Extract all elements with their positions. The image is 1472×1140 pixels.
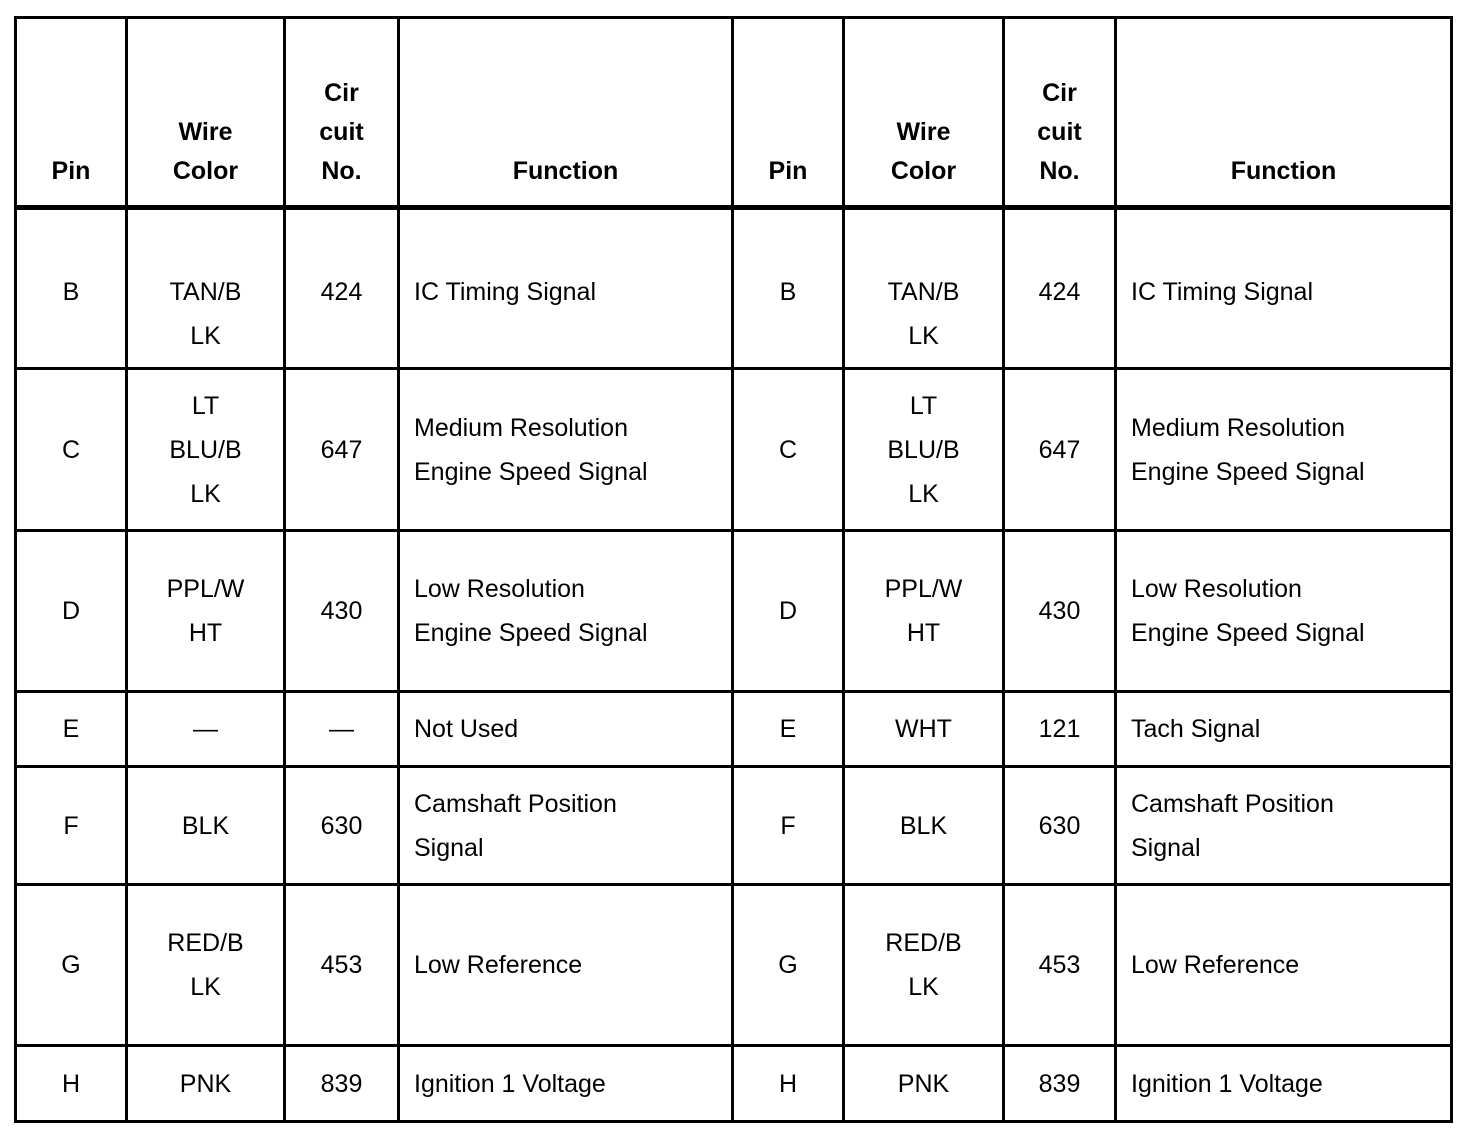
pin-value: E: [779, 715, 797, 743]
function-line: Engine Speed Signal: [414, 457, 648, 486]
pin-value: B: [779, 278, 797, 306]
wire-color-line: PPL/W: [884, 575, 963, 603]
pin-value: C: [61, 435, 81, 464]
header-row: [16, 18, 1452, 208]
wire-color-line: BLU/B: [169, 435, 242, 464]
table-body: [16, 208, 1452, 1122]
wire-color-cell: [127, 531, 285, 692]
wire-color-line: LK: [190, 973, 221, 1001]
circuit-no-cell: [1004, 767, 1116, 885]
pin-cell: [16, 692, 127, 767]
pin-value: G: [778, 951, 798, 979]
wire-color-line: LK: [908, 322, 939, 350]
circuit-no-cell: [1004, 369, 1116, 531]
pin-value: D: [778, 597, 798, 625]
function-cell: [1116, 885, 1452, 1046]
function-cell: [1116, 767, 1452, 885]
circuit-no-value: —: [329, 715, 354, 743]
header-pin-left: Pin: [16, 18, 127, 208]
circuit-no-value: 647: [320, 435, 363, 464]
circuit-no-cell: [285, 1046, 399, 1122]
header-function-right: Function: [1116, 18, 1452, 208]
function-cell: [1116, 531, 1452, 692]
function-line: Not Used: [414, 715, 519, 743]
circuit-no-cell: [285, 531, 399, 692]
wire-color-cell: [844, 369, 1004, 531]
header-wire-color-right: Wire Color: [844, 18, 1004, 208]
circuit-no-value: 430: [320, 597, 363, 625]
function-line: IC Timing Signal: [1131, 278, 1314, 306]
function-line: Medium Resolution: [414, 413, 628, 442]
function-line: Ignition 1 Voltage: [1131, 1069, 1323, 1098]
circuit-no-cell: [1004, 531, 1116, 692]
function-cell: [399, 369, 733, 531]
function-cell: [1116, 369, 1452, 531]
function-cell: [399, 531, 733, 692]
table-row: [16, 369, 1452, 531]
circuit-no-cell: [285, 692, 399, 767]
circuit-no-value: 424: [1038, 278, 1081, 306]
pin-cell: [16, 1046, 127, 1122]
wire-color-cell: [127, 692, 285, 767]
wire-color-line: RED/B: [167, 929, 244, 957]
function-line: Engine Speed Signal: [1131, 457, 1365, 486]
wire-color-cell: [127, 1046, 285, 1122]
wire-color-line: LK: [190, 322, 221, 350]
function-cell: [399, 885, 733, 1046]
table-row: [16, 531, 1452, 692]
function-line: Low Resolution: [1131, 575, 1302, 603]
wire-color-cell: [127, 885, 285, 1046]
circuit-no-value: 424: [320, 278, 363, 306]
circuit-no-value: 839: [1038, 1069, 1081, 1098]
pin-cell: [733, 692, 844, 767]
pin-value: F: [780, 811, 796, 840]
function-line: Engine Speed Signal: [1131, 619, 1365, 647]
wire-color-line: LK: [908, 479, 939, 508]
function-line: Engine Speed Signal: [414, 619, 648, 647]
pin-value: H: [778, 1069, 798, 1098]
table-row: [16, 1046, 1452, 1122]
circuit-no-cell: [285, 369, 399, 531]
function-cell: [399, 208, 733, 369]
circuit-no-value: 630: [1038, 811, 1081, 840]
table-row: [16, 692, 1452, 767]
wire-color-line: HT: [906, 619, 941, 647]
circuit-no-cell: [285, 208, 399, 369]
header-circuit-no-left: Cir cuit No.: [285, 18, 399, 208]
function-cell: [399, 1046, 733, 1122]
pin-cell: [16, 885, 127, 1046]
pin-value: B: [62, 278, 80, 306]
function-line: Low Resolution: [414, 575, 585, 603]
pin-cell: [733, 767, 844, 885]
pin-value: C: [778, 435, 798, 464]
header-wire-color-left: Wire Color: [127, 18, 285, 208]
circuit-no-cell: [1004, 692, 1116, 767]
wire-color-cell: [844, 1046, 1004, 1122]
header-pin-right: Pin: [733, 18, 844, 208]
function-line: Low Reference: [1131, 951, 1300, 979]
function-cell: [1116, 692, 1452, 767]
wire-color-line: PNK: [179, 1069, 232, 1098]
wire-color-cell: [844, 692, 1004, 767]
pin-value: D: [61, 597, 81, 625]
wire-color-line: —: [193, 715, 218, 743]
pin-cell: [16, 531, 127, 692]
circuit-no-cell: [1004, 208, 1116, 369]
wire-color-line: BLU/B: [887, 435, 960, 464]
connector-pinout-table: [14, 16, 1453, 1123]
pin-cell: [733, 1046, 844, 1122]
table-row: [16, 885, 1452, 1046]
pin-cell: [733, 208, 844, 369]
function-cell: [399, 692, 733, 767]
function-line: Low Reference: [414, 951, 583, 979]
circuit-no-value: 121: [1038, 715, 1081, 743]
wire-color-line: PPL/W: [166, 575, 245, 603]
wire-color-cell: [844, 885, 1004, 1046]
circuit-no-value: 839: [320, 1069, 363, 1098]
function-line: IC Timing Signal: [414, 278, 597, 306]
table-row: [16, 208, 1452, 369]
function-line: Camshaft Position: [1131, 789, 1334, 818]
wire-color-cell: [127, 369, 285, 531]
wire-color-cell: [844, 531, 1004, 692]
pin-value: F: [63, 811, 79, 840]
function-line: Medium Resolution: [1131, 413, 1345, 442]
circuit-no-value: 430: [1038, 597, 1081, 625]
wire-color-cell: [844, 208, 1004, 369]
pin-value: H: [61, 1069, 81, 1098]
function-line: Signal: [1131, 833, 1201, 862]
circuit-no-value: 647: [1038, 435, 1081, 464]
circuit-no-value: 630: [320, 811, 363, 840]
pin-cell: [16, 767, 127, 885]
wire-color-line: BLK: [899, 811, 948, 840]
wire-color-line: PNK: [897, 1069, 950, 1098]
pin-cell: [733, 531, 844, 692]
wire-color-line: BLK: [181, 811, 230, 840]
function-cell: [399, 767, 733, 885]
pin-value: E: [62, 715, 80, 743]
wire-color-line: TAN/B: [169, 278, 242, 306]
wire-color-line: LK: [908, 973, 939, 1001]
function-cell: [1116, 1046, 1452, 1122]
wire-color-line: HT: [188, 619, 223, 647]
header-circuit-no-right: Cir cuit No.: [1004, 18, 1116, 208]
wire-color-line: LT: [909, 391, 938, 420]
function-line: Tach Signal: [1131, 715, 1261, 743]
circuit-no-value: 453: [1038, 951, 1081, 979]
table-row: [16, 767, 1452, 885]
pin-value: G: [61, 951, 81, 979]
table-header: [16, 18, 1452, 208]
wire-color-line: LK: [190, 479, 221, 508]
pin-cell: [733, 885, 844, 1046]
wire-color-cell: [844, 767, 1004, 885]
pin-cell: [16, 208, 127, 369]
circuit-no-cell: [285, 767, 399, 885]
wire-color-cell: [127, 767, 285, 885]
wire-color-line: LT: [191, 391, 220, 420]
pin-cell: [733, 369, 844, 531]
wire-color-cell: [127, 208, 285, 369]
header-function-left: Function: [399, 18, 733, 208]
wire-color-line: WHT: [895, 715, 952, 743]
circuit-no-value: 453: [320, 951, 363, 979]
pin-cell: [16, 369, 127, 531]
circuit-no-cell: [1004, 1046, 1116, 1122]
circuit-no-cell: [285, 885, 399, 1046]
wire-color-line: RED/B: [885, 929, 962, 957]
function-line: Camshaft Position: [414, 789, 617, 818]
function-line: Signal: [414, 833, 484, 862]
wire-color-line: TAN/B: [887, 278, 960, 306]
function-line: Ignition 1 Voltage: [414, 1069, 606, 1098]
function-cell: [1116, 208, 1452, 369]
circuit-no-cell: [1004, 885, 1116, 1046]
